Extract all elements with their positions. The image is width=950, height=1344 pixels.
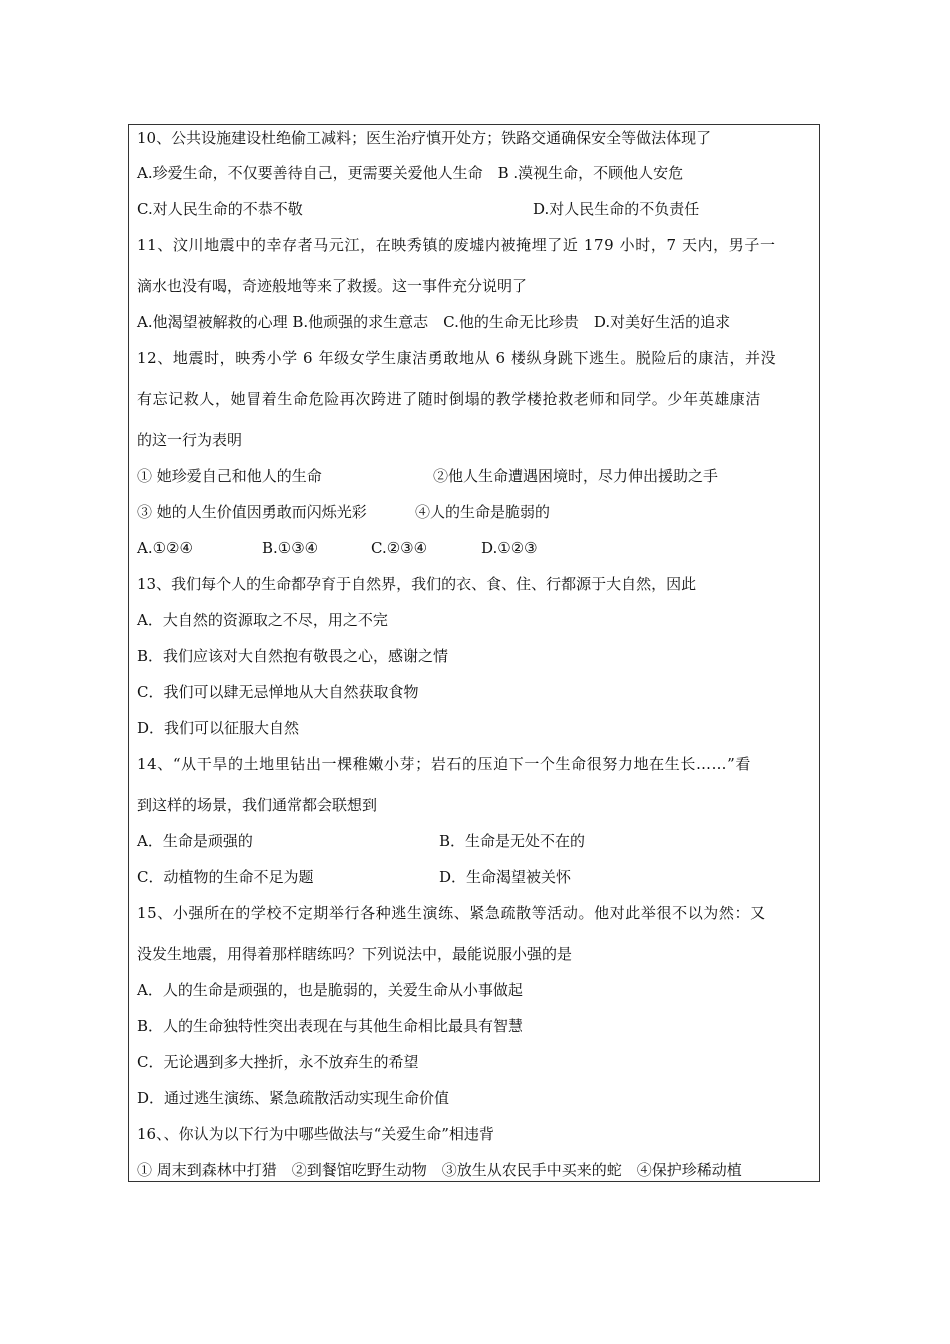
q11-options: A.他渴望被解救的心理 B.他顽强的求生意志 C.他的生命无比珍贵 D.对美好生活的追求 [137, 313, 731, 331]
q16-items: ① 周末到森林中打猎 ②到餐馆吃野生动物 ③放生从农民手中买来的蛇 ④保护珍稀动植 [137, 1161, 742, 1179]
q10-option-c: C.对人民生命的不恭不敬 [137, 200, 303, 218]
q14-option-d: D．生命渴望被关怀 [439, 868, 572, 886]
q12-item-4: ④人的生命是脆弱的 [415, 503, 551, 521]
q12-option-a: A.①②④ [137, 539, 193, 557]
q12-option-d: D.①②③ [481, 539, 538, 557]
q16-stem: 16、、你认为以下行为中哪些做法与“关爱生命”相违背 [137, 1125, 494, 1143]
q15-option-d: D．通过逃生演练、紧急疏散活动实现生命价值 [137, 1089, 450, 1107]
q12-item-3: ③ 她的人生价值因勇敢而闪烁光彩 [137, 503, 367, 521]
q12-option-b: B.①③④ [262, 539, 319, 557]
q13-option-a: A．大自然的资源取之不尽，用之不完 [137, 611, 388, 629]
q12-stem-line1: 12、地震时，映秀小学 6 年级女学生康洁勇敢地从 6 楼纵身跳下逃生。脱险后的康洁，并没 [137, 349, 777, 367]
q14-stem-line2: 到这样的场景，我们通常都会联想到 [137, 796, 378, 814]
q14-option-a: A．生命是顽强的 [137, 832, 253, 850]
q12-item-1: ① 她珍爱自己和他人的生命 [137, 467, 322, 485]
q13-stem: 13、我们每个人的生命都孕育于自然界，我们的衣、食、住、行都源于大自然，因此 [137, 575, 697, 593]
q11-stem-line2: 滴水也没有喝，奇迹般地等来了救援。这一事件充分说明了 [137, 277, 528, 295]
q15-option-b: B．人的生命独特性突出表现在与其他生命相比最具有智慧 [137, 1017, 524, 1035]
q12-option-c: C.②③④ [371, 539, 428, 557]
q15-option-a: A．人的生命是顽强的，也是脆弱的，关爱生命从小事做起 [137, 981, 523, 999]
q14-stem-line1: 14、“从干旱的土地里钻出一棵稚嫩小芽；岩石的压迫下一个生命很努力地在生长……”看 [137, 755, 752, 773]
q13-option-c: C．我们可以肆无忌惮地从大自然获取食物 [137, 683, 419, 701]
q14-option-b: B．生命是无处不在的 [439, 832, 586, 850]
q10-stem: 10、公共设施建设杜绝偷工减料；医生治疗慎开处方；铁路交通确保安全等做法体现了 [137, 129, 712, 147]
q10-options-ab: A.珍爱生命，不仅要善待自己，更需要关爱他人生命 B .漠视生命，不顾他人安危 [137, 164, 684, 182]
q14-option-c: C．动植物的生命不足为题 [137, 868, 314, 886]
q15-stem-line2: 没发生地震，用得着那样瞎练吗？下列说法中，最能说服小强的是 [137, 945, 573, 963]
q13-option-b: B．我们应该对大自然抱有敬畏之心，感谢之情 [137, 647, 449, 665]
q15-stem-line1: 15、小强所在的学校不定期举行各种逃生演练、紧急疏散等活动。他对此举很不以为然：又 [137, 904, 766, 922]
q12-item-2: ②他人生命遭遇困境时，尽力伸出援助之手 [433, 467, 719, 485]
q15-option-c: C．无论遇到多大挫折，永不放弃生的希望 [137, 1053, 419, 1071]
q12-stem-line2: 有忘记救人，她冒着生命危险再次跨进了随时倒塌的教学楼抢救老师和同学。少年英雄康洁 [137, 390, 762, 408]
q10-option-d: D.对人民生命的不负责任 [533, 200, 700, 218]
q11-stem-line1: 11、汶川地震中的幸存者马元江，在映秀镇的废墟内被掩埋了近 179 小时，7 天内，男子一 [137, 236, 776, 254]
q13-option-d: D．我们可以征服大自然 [137, 719, 300, 737]
q12-stem-line3: 的这一行为表明 [137, 431, 243, 449]
